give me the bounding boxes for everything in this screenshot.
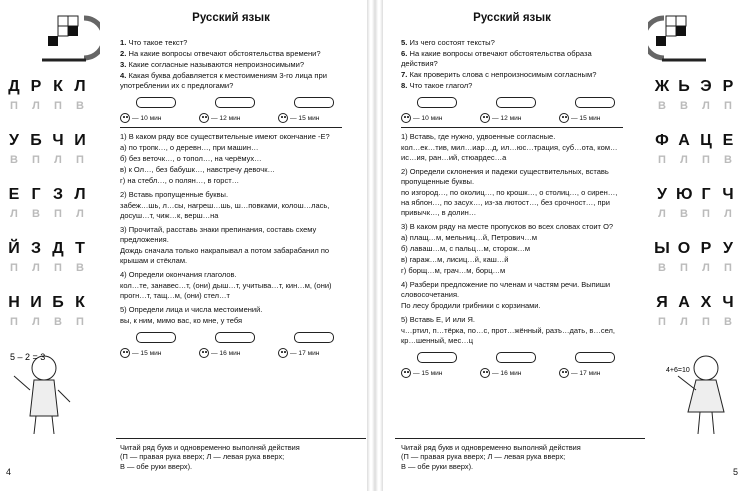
action-letter: П (54, 208, 62, 220)
action-letter: Л (32, 100, 40, 112)
sad-face-icon (278, 348, 288, 358)
time-box[interactable] (417, 352, 457, 363)
task-text: 2) Определи склонения и падежи существительных, вставь пропущенные буквы. (401, 167, 609, 186)
letter-group (6, 132, 88, 166)
action-letter: П (724, 262, 732, 274)
action-row (6, 262, 88, 274)
neutral-face-icon (480, 368, 490, 378)
smile-face-icon (120, 348, 130, 358)
left-letter-grid (6, 78, 88, 348)
question-item: 1. Что такое текст? (120, 38, 188, 47)
letter: Ч (52, 132, 64, 149)
action-letter: Л (658, 208, 666, 220)
left-letter-strip (0, 0, 108, 491)
letter: Д (52, 240, 64, 257)
letter: О (677, 240, 691, 257)
letter-row (654, 186, 736, 204)
action-row (6, 154, 88, 166)
time-row-top: — 10 мин — 12 мин — 15 мин (401, 97, 623, 123)
divider (120, 127, 342, 128)
question-list (120, 38, 342, 91)
letter: У (9, 132, 19, 149)
letter-group (654, 294, 736, 328)
letter: З (52, 186, 64, 203)
footer-rule (116, 438, 366, 439)
action-letter: В (658, 100, 666, 112)
task-list (401, 132, 623, 346)
letter: Й (8, 240, 20, 257)
time-box[interactable] (294, 97, 334, 108)
sad-face-icon (559, 113, 569, 123)
action-letter: Л (32, 262, 40, 274)
letter: Э (700, 78, 712, 95)
letter: Б (52, 294, 64, 311)
action-row (6, 208, 88, 220)
action-letter: Л (702, 100, 710, 112)
letter-row (654, 294, 736, 312)
time-box[interactable] (136, 97, 176, 108)
letter-row (6, 240, 88, 258)
question-item: 5. Из чего состоят тексты? (401, 38, 495, 47)
task-text: в) гараж…м, лисиц…й, каш…й (401, 255, 509, 264)
task-text: Дождь сначала только накрапывал а потом забарабанил по крышам и стёклам. (120, 246, 330, 265)
letter-row (654, 78, 736, 96)
right-letter-grid (654, 78, 736, 348)
task-text: 5) Вставь Е, И или Я. (401, 315, 475, 324)
question-list (401, 38, 623, 91)
letter: Ч (722, 186, 734, 203)
task-text: 4) Определи окончания глаголов. (120, 270, 237, 279)
right-page (375, 0, 750, 491)
task-text: 1) В каком ряду все существительные имеют окончание -Е? (120, 132, 330, 141)
action-letter: П (10, 262, 18, 274)
letter-row (6, 132, 88, 150)
action-letter: Л (680, 154, 688, 166)
letter-row (6, 294, 88, 312)
letter: А (678, 132, 690, 149)
action-row (654, 316, 736, 328)
task-text: б) лаваш…м, с пальц…м, сторож…м (401, 244, 531, 253)
letter: К (75, 294, 85, 311)
figure-caption: 4+6=10 (666, 367, 690, 374)
letter: А (678, 294, 690, 311)
question-item: 8. Что такое глагол? (401, 81, 473, 90)
letter: Л (74, 186, 86, 203)
task-text: г) борщ…м, грач…м, борц…м (401, 266, 506, 275)
action-letter: П (76, 316, 84, 328)
letter-group (6, 240, 88, 274)
task-text: 2) Вставь пропущенные буквы. (120, 190, 229, 199)
time-box[interactable] (215, 97, 255, 108)
time-row-top: — 10 мин — 12 мин — 15 мин (120, 97, 342, 123)
neutral-face-icon (199, 113, 209, 123)
time-row-bottom: — 15 мин — 16 мин — 17 мин (120, 332, 342, 358)
action-letter: П (76, 154, 84, 166)
right-gutter (375, 0, 383, 491)
task-text: кол…те, занавес…т, (они) дыш…т, учитыва…т, кин…м, (они) прогн…т, тащ…м, (они) стел…т (120, 281, 332, 300)
letter: Г (701, 186, 711, 203)
action-letter: П (10, 316, 18, 328)
letter: Ь (678, 78, 690, 95)
right-content (401, 12, 623, 473)
letter: Ч (722, 294, 734, 311)
divider (401, 127, 623, 128)
neutral-face-icon (199, 348, 209, 358)
question-item: 4. Какая буква добавляется к местоимениям 3-го лица при употреблении их с предлогами? (120, 71, 327, 90)
letter: Е (722, 132, 734, 149)
time-box[interactable] (215, 332, 255, 343)
letter: Г (31, 186, 41, 203)
letter: Х (700, 294, 712, 311)
letter-group (654, 132, 736, 166)
task-text: 5) Определи лица и числа местоимений. (120, 305, 263, 314)
question-item: 2. На какие вопросы отвечают обстоятельства времени? (120, 49, 321, 58)
action-letter: Л (724, 208, 732, 220)
action-letter: П (702, 316, 710, 328)
question-item: 7. Как проверить слова с непроизносимым согласным? (401, 70, 597, 79)
cube-stairs-logo-icon (40, 14, 100, 64)
letter-group (6, 78, 88, 112)
action-row (654, 208, 736, 220)
task-text: а) плащ…м, мельниц…й, Петрович…м (401, 233, 538, 242)
letter: Ю (676, 186, 693, 203)
action-letter: П (10, 100, 18, 112)
action-letter: В (76, 262, 84, 274)
action-row (654, 262, 736, 274)
letter-group (654, 186, 736, 220)
sad-face-icon (278, 113, 288, 123)
footer-rule (395, 438, 645, 439)
time-box[interactable] (417, 97, 457, 108)
time-box[interactable] (294, 332, 334, 343)
action-letter: П (658, 154, 666, 166)
girl-figure-icon (664, 346, 744, 436)
action-letter: В (54, 316, 62, 328)
neutral-face-icon (480, 113, 490, 123)
task-text: 1) Вставь, где нужно, удвоенные согласные. (401, 132, 556, 141)
question-item: 6. На какие вопросы отвечают обстоятельства образа действия? (401, 49, 592, 68)
task-text: по изгород…, по околиц…, по крошк…, о столиц…, о сирен…, на яблон…, по засух…, из-за лютост…, без срочност…, при привычк…, в долин… (401, 188, 618, 217)
action-letter: В (724, 316, 732, 328)
boy-figure-icon (4, 346, 84, 436)
action-row (654, 100, 736, 112)
letter: Е (8, 186, 20, 203)
letter: Р (722, 78, 734, 95)
task-text: г) на стебл…, о полян…, в горст… (120, 176, 240, 185)
action-letter: В (658, 262, 666, 274)
task-text: в) к Ол…, без бабушк…, навстречу девочк… (120, 165, 275, 174)
smile-face-icon (401, 368, 411, 378)
letter: У (723, 240, 733, 257)
action-row (654, 154, 736, 166)
action-letter: Л (10, 208, 18, 220)
smile-face-icon (401, 113, 411, 123)
letter: Р (700, 240, 712, 257)
time-row-bottom: — 15 мин — 16 мин — 17 мин (401, 352, 623, 378)
right-letter-strip (642, 0, 750, 491)
time-box[interactable] (496, 97, 536, 108)
letter: Я (656, 294, 668, 311)
letter: И (74, 132, 86, 149)
letter: Ф (655, 132, 669, 149)
action-row (6, 316, 88, 328)
action-letter: П (54, 262, 62, 274)
footer-instructions: Читай ряд букв и одновременно выполняй действия (П — правая рука вверх; Л — левая рука вверх; В — обе руки вверх). (401, 442, 581, 471)
time-box[interactable] (496, 352, 536, 363)
task-text: забеж…шь, л…сы, нагреш…шь, ш…повками, колош…лась, досуш…т, чиж…к, верш…на (120, 201, 330, 220)
task-text: кол…ек…тив, мил…иар…д, ил…юс…трация, суб…ота, ком…ис…ия, ран…ий, стюардес…а (401, 143, 618, 162)
task-text: б) без веточк…, о топол…, на черёмух… (120, 154, 262, 163)
letter: Л (74, 78, 86, 95)
letter: Р (30, 78, 42, 95)
letter: З (30, 240, 42, 257)
page-title: Русский язык (192, 12, 270, 24)
page-title: Русский язык (473, 12, 551, 24)
left-content (120, 12, 342, 473)
task-text: 4) Разбери предложение по членам и частям речи. Выпиши словосочетания. (401, 280, 611, 299)
action-letter: В (724, 154, 732, 166)
letter: Ц (700, 132, 712, 149)
action-letter: П (680, 262, 688, 274)
action-letter: П (32, 154, 40, 166)
letter-row (654, 240, 736, 258)
page-number: 5 (732, 467, 738, 477)
sad-face-icon (559, 368, 569, 378)
page-number: 4 (6, 467, 12, 477)
task-text: По лесу бродили грибники с корзинами. (401, 301, 541, 310)
action-letter: Л (32, 316, 40, 328)
task-text: 3) В каком ряду на месте пропусков во всех словах стоит О? (401, 222, 614, 231)
action-letter: Л (54, 154, 62, 166)
question-item: 3. Какие согласные называются непроизносимыми? (120, 60, 305, 69)
letter: К (53, 78, 63, 95)
letter-group (654, 78, 736, 112)
letter-group (654, 240, 736, 274)
action-letter: П (54, 100, 62, 112)
letter: Д (8, 78, 20, 95)
task-list (120, 132, 342, 326)
task-text: ч…ртил, п…тёрка, по…с, прот…жённый, разъ…дать, в…сел, кр…шенный, мес…ц (401, 326, 615, 345)
letter-row (6, 186, 88, 204)
letter-group (6, 186, 88, 220)
time-box[interactable] (575, 352, 615, 363)
action-letter: П (658, 316, 666, 328)
action-letter: Л (680, 316, 688, 328)
action-letter: В (76, 100, 84, 112)
task-text: а) по тропк…, о деревн…, при машин… (120, 143, 259, 152)
left-gutter (367, 0, 375, 491)
action-letter: В (680, 208, 688, 220)
action-row (6, 100, 88, 112)
action-letter: Л (702, 262, 710, 274)
action-letter: В (32, 208, 40, 220)
letter: И (30, 294, 42, 311)
letter: Т (75, 240, 85, 257)
action-letter: П (702, 154, 710, 166)
footer-instructions: Читай ряд букв и одновременно выполняй действия (П — правая рука вверх; Л — левая рука вверх; В — обе руки вверх). (120, 442, 300, 471)
letter: У (657, 186, 667, 203)
letter-row (654, 132, 736, 150)
task-text: 3) Прочитай, расставь знаки препинания, составь схему предложения. (120, 225, 317, 244)
smile-face-icon (120, 113, 130, 123)
action-letter: В (10, 154, 18, 166)
action-letter: Л (76, 208, 84, 220)
action-letter: П (702, 208, 710, 220)
action-letter: В (680, 100, 688, 112)
letter-group (6, 294, 88, 328)
time-box[interactable] (136, 332, 176, 343)
action-letter: П (724, 100, 732, 112)
cube-stairs-logo-icon (648, 14, 708, 64)
letter: Н (8, 294, 20, 311)
letter-row (6, 78, 88, 96)
letter: Б (30, 132, 42, 149)
figure-caption: 5 – 2 = 3 (10, 352, 46, 362)
letter: Ж (654, 78, 670, 95)
letter: Ы (654, 240, 670, 257)
time-box[interactable] (575, 97, 615, 108)
task-text: вы, к ним, мимо вас, ко мне, у тебя (120, 316, 243, 325)
